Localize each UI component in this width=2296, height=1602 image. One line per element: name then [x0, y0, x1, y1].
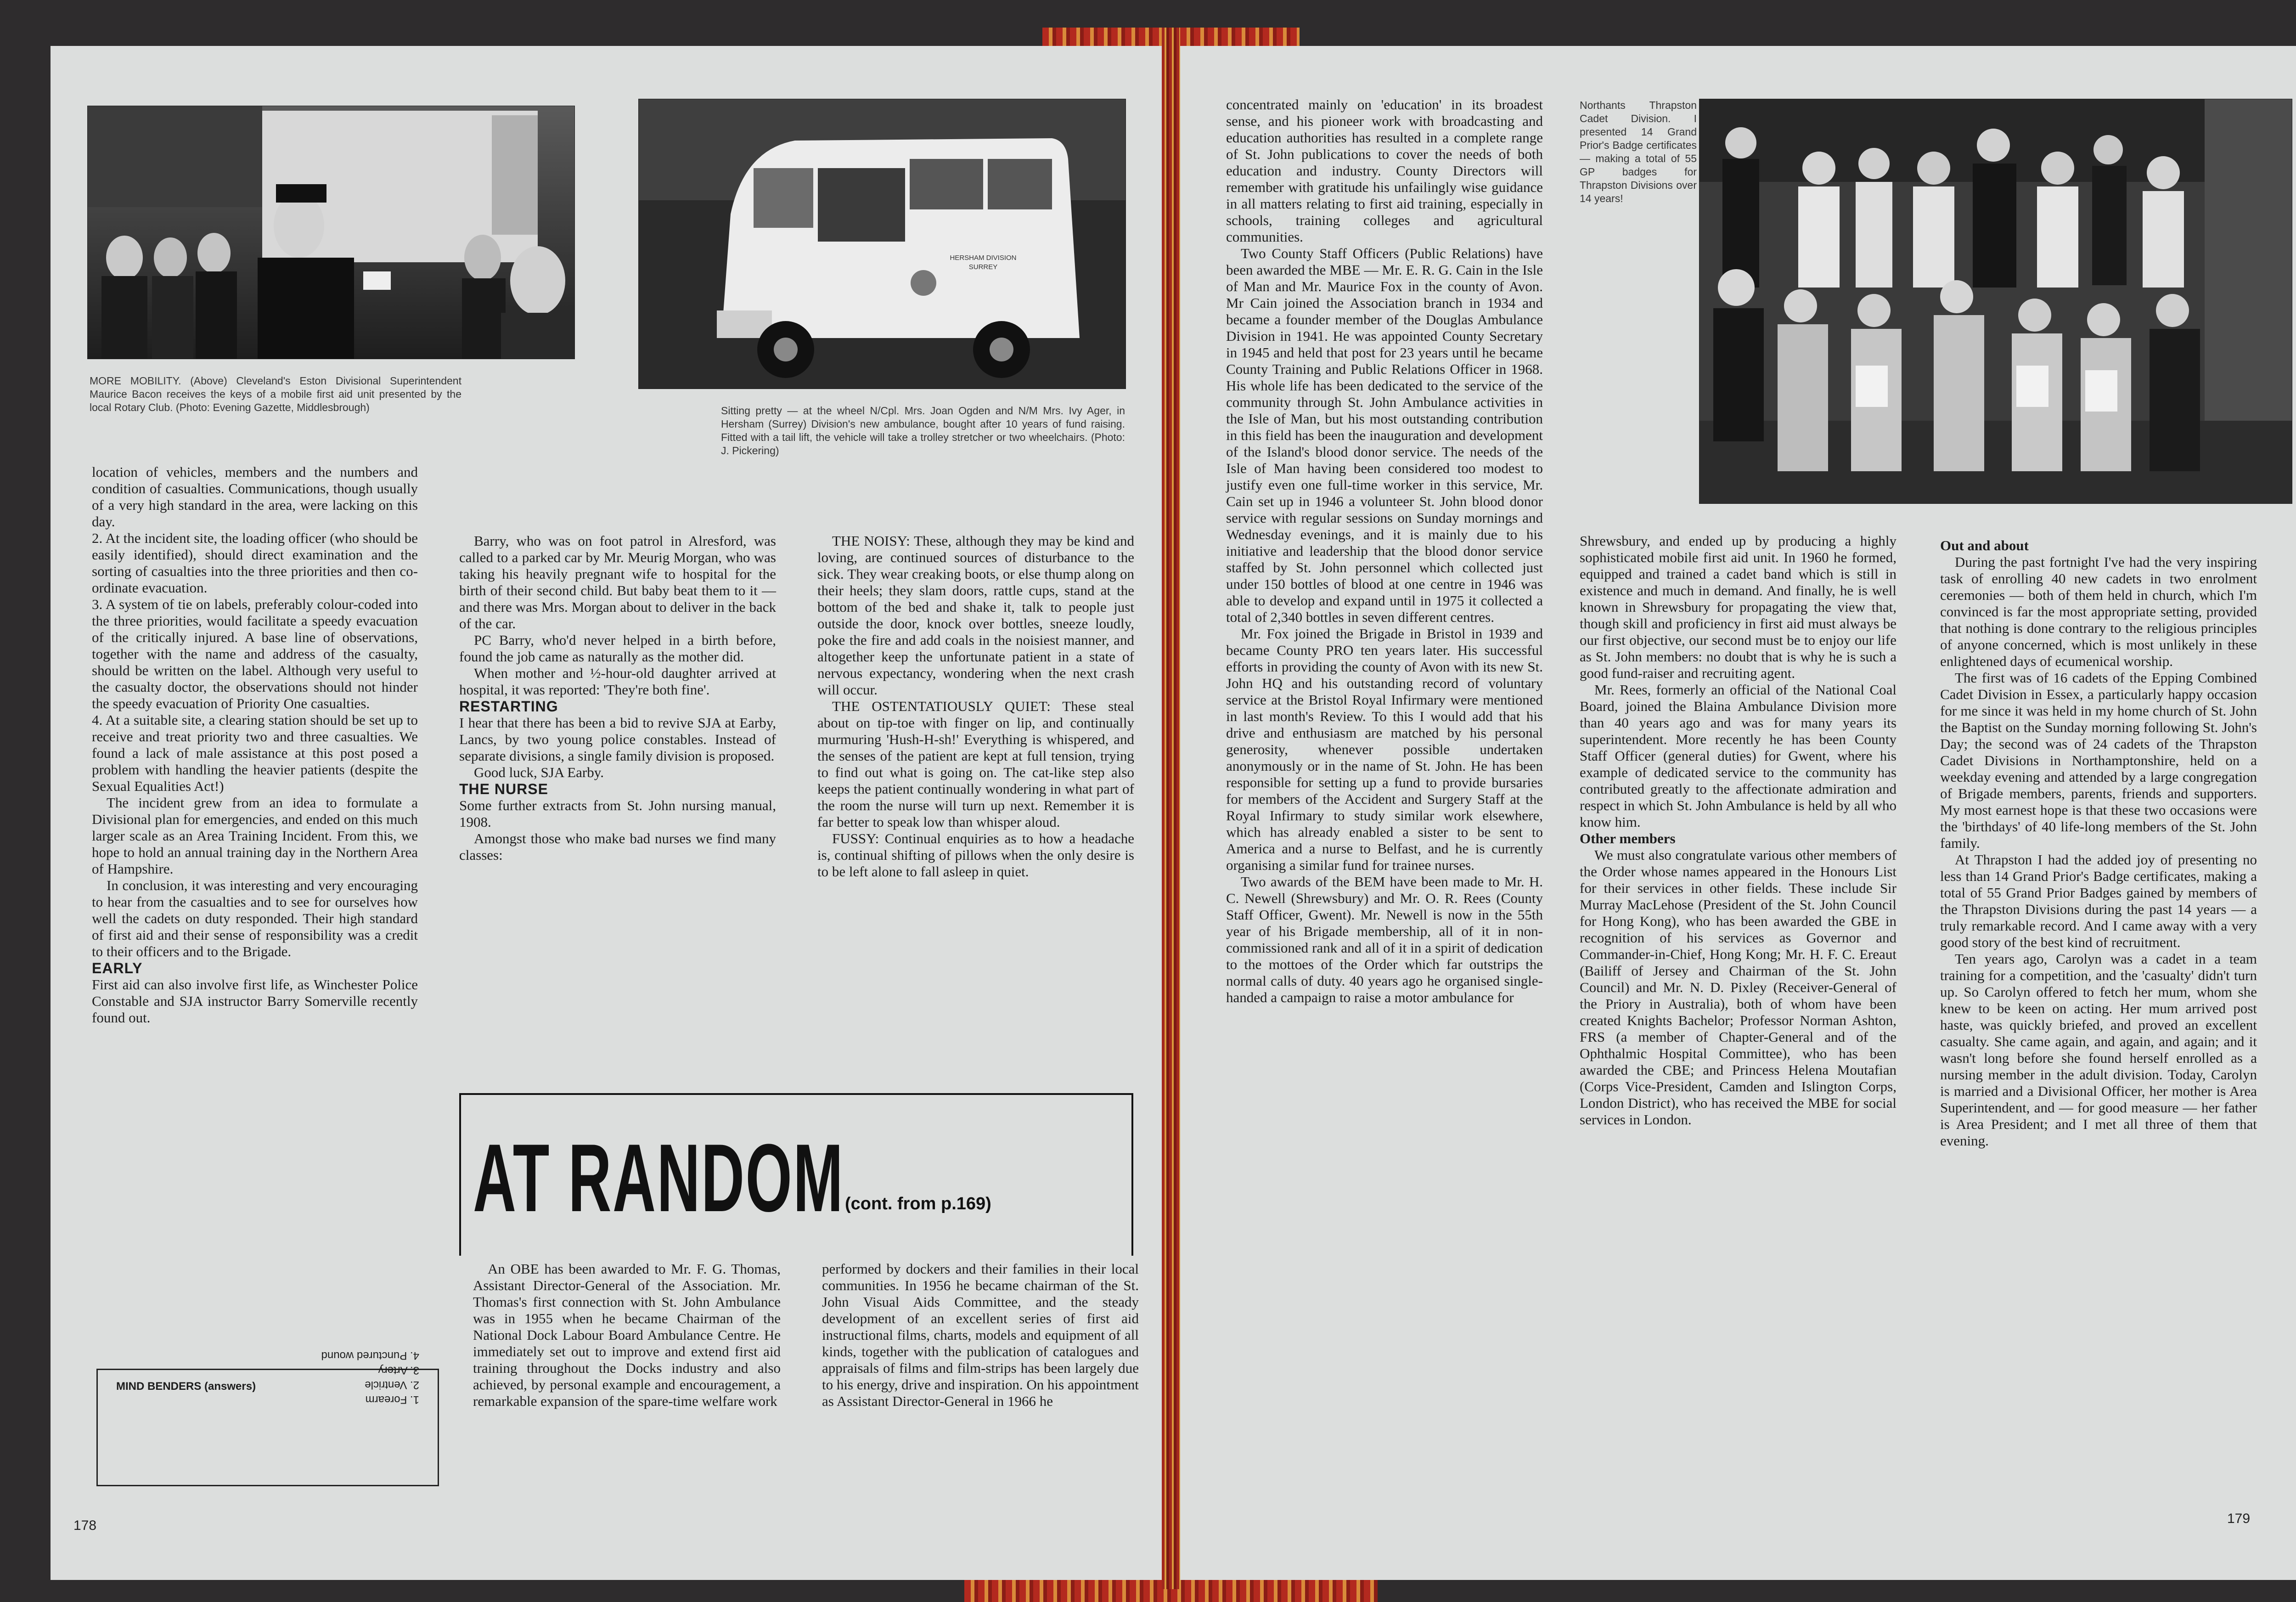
paragraph: Two awards of the BEM have been made to Mr. H. C. Newell (Shrewsbury) and Mr. O. R. Rees (County Staff Officer, Gwent). Mr. Newell is now in the 55th year of his Brigade membership, all of it in non-commissioned rank and all of it in a spirit of dedication to the mottoes of the Order which far outstrips the normal calls of duty. 40 years ago he organised single-handed a campaign to raise a motor ambulance for: [1226, 874, 1543, 1005]
paragraph: Some further extracts from St. John nursing manual, 1908.: [459, 797, 776, 830]
photo-mobile-unit: [87, 106, 575, 359]
paragraph: The first was of 16 cadets of the Epping Combined Cadet Division in Essex, a particularly happy occasion for me since it was held in my home church of St. John the Baptist on the Sunday morning following St. John's Day; the second was of 24 cadets of the Thrapston Cadet Divisions in Northamptonshire, held on a weekday evening and attended by a large congregation of Brigade members, parents, friends and supporters. My most earnest hope is that these two occasions were the 'birthdays' of 40 life-long members of the St. John family.: [1940, 670, 2257, 851]
photo-ambulance-image: [639, 99, 1125, 389]
mind-benders-title: MIND BENDERS (answers): [116, 1380, 256, 1393]
photo-cadets-caption: Northants Thrapston Cadet Division. I presented 14 Grand Prior's Badge certificates — making a total of 55 GP badges for Thrapston Divisions over 14 years!: [1580, 99, 1697, 204]
paragraph: THE OSTENTATIOUSLY QUIET: These steal about on tip-toe with finger on lip, and continually murmuring 'Hush-H-sh!' Everything is whispered, and the senses of the patient are kept at full tension, trying to find out what is going on. The cat-like step also keeps the patient continually wondering in what part of the room the nurse will turn up next. Remember it is far better to speak low than whisper aloud.: [817, 698, 1134, 830]
left-column-3: [817, 533, 1134, 880]
paragraph: THE NOISY: These, although they may be kind and loving, are continued sources of disturbance to the sick. They wear creaking boots, or else thump along on their heels; they slam doors, rattle cups, stand at the bottom of the bed and shake it, talk to people just outside the door, knock over bottles, sneeze loudly, poke the fire and add coals in the noisiest manner, and altogether keep the unfortunate patient in a state of nervous expectancy, wondering when the next crash will occur.: [817, 533, 1134, 698]
at-random-title: AT RANDOM: [473, 1124, 844, 1232]
paragraph: PC Barry, who'd never helped in a birth before, found the job came as naturally as the mother did.: [459, 632, 776, 665]
page-number-left: 178: [73, 1518, 97, 1533]
at-random-column-a: [473, 1261, 781, 1410]
at-random-continued: (cont. from p.169): [845, 1194, 991, 1213]
photo-thrapston-cadets-image: [1699, 99, 2292, 503]
paragraph: 2. At the incident site, the loading officer (who should be easily identified), should direct examination and the sorting of casualties into the three priorities and then co-ordinate evacuation.: [92, 530, 418, 596]
ambulance-sign-line2: SURREY: [968, 263, 998, 271]
paragraph: At Thrapston I had the added joy of presenting no less than 14 Grand Prior's Badge certificates, making a total of 55 Grand Prior Badges gained by members of the Thrapston Divisions during the past 14 years — a truly remarkable record. And I came away with a very good story of the best kind of recruitment.: [1940, 852, 2257, 950]
ambulance-sign-line1: HERSHAM DIVISION: [950, 254, 1017, 262]
paragraph: Ten years ago, Carolyn was a cadet in a team training for a competition, and the 'casualty' didn't turn up. So Carolyn offered to fetch her mum, whom she knew to be keen on acting. Her mum arrived post haste, was quickly briefed, and proved an excellent casualty. She came again, and again, and again; and it wasn't long before she found herself enrolled as a nursing member in the adult division. Today, Carolyn is married and a Divisional Officer, her mother is Area Superintendent, and — for good measure — her father is Area President; and I met all three of them that evening.: [1940, 951, 2257, 1149]
photo-mobile-unit-caption: MORE MOBILITY. (Above) Cleveland's Eston Divisional Superintendent Maurice Bacon receives the keys of a mobile first aid unit presented by the local Rotary Club. (Photo: Evening Gazette, Middlesbrough): [90, 375, 461, 413]
answer-item: 4. Punctured wound: [321, 1349, 419, 1362]
right-column-3: [1940, 537, 2257, 1149]
heading-early: EARLY: [92, 960, 143, 976]
photo-ambulance: [638, 99, 1126, 389]
paragraph: performed by dockers and their families in their local communities. In 1956 he became chairman of the St. John Visual Aids Committee, and the steady development of an excellent series of first aid instructional films, charts, models and equipment of all kinds, together with the publication of catalogues and appraisals of films and film-strips has been largely due to his energy, drive and inspiration. On his appointment as Assistant Director-General in 1966 he: [822, 1261, 1139, 1409]
right-column-2: [1580, 533, 1896, 1128]
paragraph: Mr. Fox joined the Brigade in Bristol in 1939 and became County PRO ten years later. His successful efforts in providing the county of Avon with its new St. John HQ and his outstanding record of voluntary service at the Bristol Royal Infirmary were mentioned in last month's Review. To this I would add that his drive and enthusiasm are matched by his personal generosity, whenever possible undertaken anonymously or in the name of St. John. He has been responsible for setting up a fund to provide bursaries for members of the Accident and Surgery Staff at the Royal Infirmary to study similar work elsewhere, which has already enabled a sister to be sent to America and a nurse to Belfast, and he is currently organising a similar fund for trainee nurses.: [1226, 626, 1543, 873]
paragraph: In conclusion, it was interesting and very encouraging to hear from the casualties and to see for ourselves how well the cadets on duty responded. Their high standard of first aid and their sense of responsibility was a credit to their officers and to the Brigade.: [92, 877, 418, 959]
paragraph: 4. At a suitable site, a clearing station should be set up to receive and treat priority two and three casualties. We found a lack of male assistance at this post posed a problem with handling the heavier patients (despite the Sexual Equalities Act!): [92, 712, 418, 794]
paragraph: 3. A system of tie on labels, preferably colour-coded into the three priorities, would facilitate a speedy evacuation of the critically injured. A base line of observations, together with the name and address of the casualty, should be written on the label. Although very useful to the casualty doctor, the observations should not hinder the speedy evacuation of Priority One casualties.: [92, 596, 418, 711]
paragraph: During the past fortnight I've had the very inspiring task of enrolling 40 new cadets in two enrolment ceremonies — both of them held in church, which I'm convinced is far the most appropriate setting, provided that nothing is done contrary to the religious principles of anyone concerned, which is most unlikely in these enlightened days of ecumenical worship.: [1940, 554, 2257, 669]
page-number-right: 179: [2227, 1511, 2251, 1526]
mind-benders-answers-upside-down: [144, 1348, 419, 1407]
paragraph: When mother and ½-hour-old daughter arrived at hospital, it was reported: 'They're both fine'.: [459, 665, 776, 698]
paragraph: I hear that there has been a bid to revive SJA at Earby, Lancs, by two young police constables. Instead of separate divisions, a single family division is proposed.: [459, 715, 776, 764]
photo-ambulance-caption: Sitting pretty — at the wheel N/Cpl. Mrs. Joan Ogden and N/M Mrs. Ivy Ager, in Hersham (Surrey) Division's new ambulance, bought after 10 years of fund raising. Fitted with a tail lift, the vehicle will take a trolley stretcher or two wheelchairs. (Photo: J. Pickering): [721, 405, 1125, 457]
at-random-column-b: [822, 1261, 1139, 1410]
paragraph: Amongst those who make bad nurses we find many classes:: [459, 830, 776, 863]
left-column-2: [459, 533, 776, 863]
paragraph: We must also congratulate various other members of the Order whose names appeared in the Honours List for their services in other fields. These include Sir Murray MacLehose (President of the St. John Council for Hong Kong), who has been awarded the GBE in recognition of his services as Governor and Commander-in-Chief, Hong Kong; Mr. H. F. C. Ereaut (Bailiff of Jersey and Chairman of the St. John Council) and Mr. N. D. Pixley (Receiver-General of the Priory in Australia), both of whom have been created Knights Bachelor; Professor Norman Ashton, FRS (a member of Chapter-General and of the Ophthalmic Hospital Committee), who has been awarded the CBE; and Princess Helena Moutafian (Corps Vice-President, Camden and Islington Corps, London District), who has received the MBE for social services in London.: [1580, 847, 1896, 1128]
answer-item: 1. Forearm: [365, 1393, 419, 1406]
paragraph: An OBE has been awarded to Mr. F. G. Thomas, Assistant Director-General of the Association. Mr. Thomas's first connection with St. John Ambulance was in 1955 when he became Chairman of the National Dock Labour Board Ambulance Centre. He immediately set out to improve and extend first aid training throughout the Docks industry and also achieved, by personal example and encouragement, a remarkable expansion of the spare-time welfare work: [473, 1261, 781, 1409]
heading-restarting: RESTARTING: [459, 698, 558, 715]
heading-the-nurse: THE NURSE: [459, 781, 548, 797]
heading-out-and-about: Out and about: [1940, 537, 2029, 553]
paragraph: Barry, who was on foot patrol in Alresford, was called to a parked car by Mr. Meurig Morgan, who was taking his heavily pregnant wife to hospital for the birth of their second child. But baby beat them to it — and there was Mrs. Morgan about to deliver in the back of the car.: [459, 533, 776, 632]
paragraph: Mr. Rees, formerly an official of the National Coal Board, joined the Blaina Ambulance Division more than 40 years ago and was for many years its superintendent. More recently he has been County Staff Officer (general duties) for Gwent, where his example of dedicated service to the community has contributed greatly to the affectionate admiration and respect in which St. John Ambulance is held by all who know him.: [1580, 682, 1896, 830]
paragraph: location of vehicles, members and the numbers and condition of casualties. Communications, though usually of a very high standard in the area, were lacking on this day.: [92, 464, 418, 530]
paragraph: First aid can also involve first life, as Winchester Police Constable and SJA instructor Barry Somerville recently found out.: [92, 976, 418, 1026]
paragraph: FUSSY: Continual enquiries as to how a headache is, continual shifting of pillows when the only desire is to be left alone to fall asleep in quiet.: [817, 830, 1134, 880]
paragraph: concentrated mainly on 'education' in its broadest sense, and his pioneer work with broadcasting and education authorities has resulted in a complete range of St. John publications to cover the needs of both education and industry. County Directors will remember with gratitude his unfailingly wise guidance in all matters relating to first aid training, especially in schools, training colleges and agricultural communities.: [1226, 96, 1543, 245]
answer-item: 3. Artery: [378, 1364, 419, 1376]
left-column-1: [92, 464, 418, 1026]
paragraph: Good luck, SJA Earby.: [474, 764, 604, 780]
photo-mobile-unit-image: [88, 106, 574, 359]
answer-item: 2. Ventricle: [365, 1379, 419, 1391]
heading-other-members: Other members: [1580, 830, 1676, 846]
paragraph: The incident grew from an idea to formulate a Divisional plan for emergencies, and ended on this much larger scale as an Area Training Incident. From this, we hope to hold an annual training day in the Northern Area of Hampshire.: [92, 795, 418, 877]
spine: [1162, 28, 1180, 1589]
paragraph: Shrewsbury, and ended up by producing a highly sophisticated mobile first aid unit. In 1960 he formed, equipped and trained a cadet band which is still in existence and much in demand. And finally, he is well known in Shrewsbury for propagating the view that, though skill and proficiency in first aid must always be our first objective, our second must be to enjoy our life as St. John members: no doubt that is why he is such a good fund-raiser and recruiting agent.: [1580, 533, 1896, 681]
photo-thrapston-cadets: [1699, 99, 2292, 504]
right-column-1: [1226, 96, 1543, 1006]
mind-benders-box: [96, 1349, 439, 1486]
paragraph: Two County Staff Officers (Public Relations) have been awarded the MBE — Mr. E. R. G. Cain in the Isle of Man and Mr. Maurice Fox in the county of Avon. Mr Cain joined the Association branch in 1934 and became a founder member of the Douglas Ambulance Division in 1941. He was appointed County Secretary in 1945 and held that post for 23 years until he became County Training and Public Relations Officer in 1968. His whole life has been dedicated to the service of the community through St. John Ambulance activities in the Isle of Man, but his most outstanding contribution in this field has been the inauguration and development of the Island's blood donor service. The needs of the Isle of Man having been considered too modest to justify even one full-time worker in this service, Mr. Cain set up in 1946 a volunteer St. John blood donor service with regular sessions on Sunday mornings and Wednesday evenings, and it is mainly due to his initiative and leadership that the blood donor service staffed by St. John personnel which collected just under 150 bottles of blood at one centre in 1946 was able to develop and expand until in 1975 it collected a total of 2,340 bottles in seven different centres.: [1226, 245, 1543, 625]
